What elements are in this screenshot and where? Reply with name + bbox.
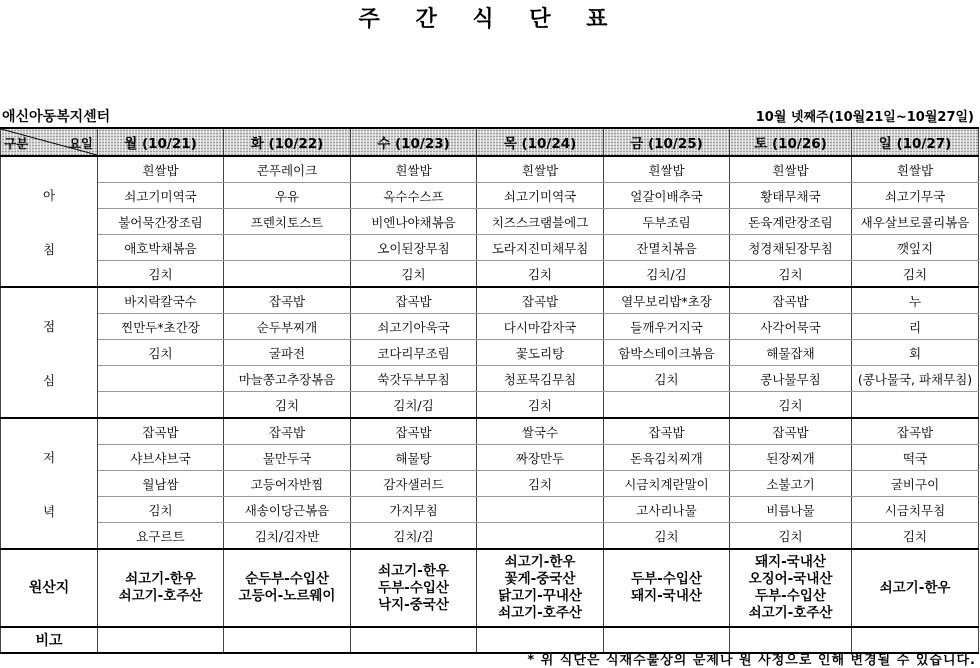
meal-label-bottom: 침 [42,241,56,257]
menu-cell: 돈육계란장조림 [730,209,852,235]
menu-cell [98,392,224,419]
origin-cell [477,549,604,627]
menu-cell: (콩나물국, 파채무침) [852,366,979,392]
menu-cell: 마늘쫑고추장볶음 [224,366,351,392]
menu-cell [852,392,979,419]
origin-line: 낙지-중국산 [378,596,449,613]
menu-cell: 깻잎지 [852,235,979,261]
menu-cell: 김치/김 [351,392,477,419]
menu-cell: 함박스테이크볶음 [604,340,730,366]
menu-cell: 시금치계란말이 [604,471,730,497]
menu-cell: 얼갈이배추국 [604,183,730,209]
menu-cell [477,523,604,550]
menu-cell: 옥수수스프 [351,183,477,209]
menu-cell: 새우살브로콜리볶음 [852,209,979,235]
menu-cell: 고등어자반찜 [224,471,351,497]
origin-line: 닭고기-꾸내산 [498,588,582,604]
menu-cell: 김치/김 [351,523,477,550]
origin-row [1,549,979,627]
menu-cell: 김치 [477,471,604,497]
menu-cell: 잔멸치볶음 [604,235,730,261]
menu-row [1,523,979,550]
menu-cell: 김치 [98,261,224,288]
menu-cell: 김치 [98,497,224,523]
menu-cell: 김치 [604,366,730,392]
menu-row [1,209,979,235]
menu-cell: 쇠고기미역국 [98,183,224,209]
meal-label-top: 아 [42,187,56,203]
menu-cell: 우유 [224,183,351,209]
menu-cell: 잡곡밥 [351,418,477,445]
menu-row [1,445,979,471]
origin-line: 순두부-수입산 [245,571,329,587]
meal-label [1,287,98,418]
menu-cell: 콩나물무침 [730,366,852,392]
menu-cell: 쌀국수 [477,418,604,445]
menu-cell: 청포묵김무침 [477,366,604,392]
menu-cell: 잡곡밥 [224,418,351,445]
menu-cell: 된장찌개 [730,445,852,471]
menu-cell: 월남쌈 [98,471,224,497]
menu-cell: 들깨우거지국 [604,314,730,340]
menu-cell: 황태무채국 [730,183,852,209]
menu-row [1,366,979,392]
menu-row [1,314,979,340]
menu-cell: 오이된장무침 [351,235,477,261]
menu-cell: 김치 [224,392,351,419]
menu-cell: 돈육김치찌개 [604,445,730,471]
origin-line: 쇠고기-한우 [378,562,449,579]
day-header: 토 (10/26) [730,128,852,156]
day-header: 화 (10/22) [224,128,351,156]
day-header: 일 (10/27) [852,128,979,156]
menu-cell: 콘푸레이크 [224,156,351,183]
menu-cell: 열무보리밥*초장 [604,287,730,314]
origin-line: 두부-수입산 [378,579,449,596]
menu-cell: 불어묵간장조림 [98,209,224,235]
menu-cell: 잡곡밥 [98,418,224,445]
origin-line: 꽃게-중국산 [504,571,576,587]
header-row [1,128,979,156]
origin-line: 두부-수입산 [755,588,826,604]
menu-cell: 잡곡밥 [351,287,477,314]
day-header: 월 (10/21) [98,128,224,156]
origin-cell [604,549,730,627]
origin-line: 쇠고기-한우 [879,579,951,596]
corner-label-category: 구분 [4,136,29,151]
meal-label [1,156,98,287]
menu-cell: 김치 [730,523,852,550]
week-range: 10월 넷째주(10월21일~10월27일) [755,110,974,125]
menu-cell: 두부조림 [604,209,730,235]
menu-cell: 비름나물 [730,497,852,523]
menu-cell: 코다리무조림 [351,340,477,366]
menu-cell: 꽃도리탕 [477,340,604,366]
note-label: 비고 [1,627,98,653]
menu-cell [477,497,604,523]
menu-cell: 프렌치토스트 [224,209,351,235]
menu-cell: 잡곡밥 [224,287,351,314]
menu-cell: 소불고기 [730,471,852,497]
corner-label-day: 요일 [68,136,93,151]
menu-cell: 흰쌀밥 [852,156,979,183]
menu-cell: 사각어묵국 [730,314,852,340]
menu-cell: 김치 [730,392,852,419]
origin-line: 돼지-국내산 [631,588,702,604]
menu-cell: 김치 [477,261,604,288]
menu-cell: 흰쌀밥 [351,156,477,183]
menu-cell: 김치 [604,523,730,550]
menu-cell: 흰쌀밥 [604,156,730,183]
menu-cell: 가지무침 [351,497,477,523]
menu-cell: 김치 [477,392,604,419]
menu-cell: 떡국 [852,445,979,471]
menu-cell [98,366,224,392]
menu-cell: 김치 [852,523,979,550]
menu-row [1,392,979,419]
menu-cell: 도라지진미채무침 [477,235,604,261]
menu-cell: 바지락칼국수 [98,287,224,314]
origin-cell [351,549,477,627]
menu-cell: 쇠고기미역국 [477,183,604,209]
origin-line: 고등어-노르웨이 [238,588,336,604]
meal-label-top: 점 [42,318,56,334]
meal-label-top: 저 [42,449,56,465]
origin-line: 쇠고기-한우 [504,554,576,570]
menu-cell [224,235,351,261]
menu-cell: 물만두국 [224,445,351,471]
menu-cell: 김치 [730,261,852,288]
menu-cell: 새송이당근볶음 [224,497,351,523]
weekly-menu-table [0,127,979,654]
menu-row [1,418,979,445]
menu-cell: 흰쌀밥 [98,156,224,183]
menu-cell: 비엔나야채볶음 [351,209,477,235]
menu-cell: 김치 [852,261,979,288]
meal-label [1,418,98,549]
menu-cell: 흰쌀밥 [477,156,604,183]
meal-label-bottom: 심 [42,372,56,388]
menu-cell: 찐만두*초간장 [98,314,224,340]
menu-cell: 흰쌀밥 [730,156,852,183]
day-header: 금 (10/25) [604,128,730,156]
menu-cell: 다시마감자국 [477,314,604,340]
page-title: 주 간 식 단 표 [358,7,622,32]
menu-row [1,471,979,497]
menu-row [1,497,979,523]
menu-cell: 청경채된장무침 [730,235,852,261]
menu-cell: 해물잡채 [730,340,852,366]
menu-cell: 쇠고기무국 [852,183,979,209]
menu-cell: 잡곡밥 [730,418,852,445]
menu-cell: 잡곡밥 [730,287,852,314]
origin-line: 두부-수입산 [631,571,702,587]
menu-cell: 김치/김자반 [224,523,351,550]
menu-cell: 해물탕 [351,445,477,471]
origin-line: 쇠고기-호주산 [498,605,582,621]
menu-cell: 잡곡밥 [604,418,730,445]
menu-cell: 짜장만두 [477,445,604,471]
menu-cell: 감자샐러드 [351,471,477,497]
menu-row [1,156,979,183]
menu-cell: 쇠고기아욱국 [351,314,477,340]
origin-cell [224,549,351,627]
day-header: 수 (10/23) [351,128,477,156]
menu-cell: 애호박채볶음 [98,235,224,261]
menu-cell: 샤브샤브국 [98,445,224,471]
note-cell [351,627,477,653]
menu-row [1,235,979,261]
menu-cell: 잡곡밥 [477,287,604,314]
day-header: 목 (10/24) [477,128,604,156]
origin-line: 쇠고기-호주산 [118,588,203,604]
menu-cell: 쑥갓두부무침 [351,366,477,392]
origin-line: 돼지-국내산 [755,554,826,570]
menu-cell: 리 [852,314,979,340]
meal-label-bottom: 녁 [42,503,56,519]
menu-cell: 잡곡밥 [852,418,979,445]
menu-cell: 회 [852,340,979,366]
origin-cell [730,549,852,627]
menu-cell: 굴파전 [224,340,351,366]
menu-cell: 시금치무침 [852,497,979,523]
origin-line: 쇠고기-호주산 [748,605,833,621]
menu-row [1,287,979,314]
menu-cell [604,392,730,419]
menu-row [1,261,979,288]
origin-cell [852,549,979,627]
menu-cell: 김치 [351,261,477,288]
note-cell [98,627,224,653]
organization-name: 애신아동복지센터 [2,109,111,125]
menu-cell [224,261,351,288]
corner-cell [1,128,98,156]
origin-line: 쇠고기-한우 [125,571,196,587]
menu-cell: 굴비구이 [852,471,979,497]
menu-row [1,183,979,209]
origin-line: 오징어-국내산 [748,571,833,587]
menu-cell: 순두부찌개 [224,314,351,340]
menu-cell: 요구르트 [98,523,224,550]
note-cell [224,627,351,653]
footnote: * 위 식단은 식재수불상의 문제나 원 사정으로 인해 변경될 수 있습니다. [527,653,976,668]
origin-label: 원산지 [1,549,98,627]
menu-cell: 고사리나물 [604,497,730,523]
menu-cell: 치즈스크램블에그 [477,209,604,235]
menu-cell: 김치 [98,340,224,366]
menu-cell: 김치/김 [604,261,730,288]
menu-cell: 누 [852,287,979,314]
menu-row [1,340,979,366]
origin-cell [98,549,224,627]
